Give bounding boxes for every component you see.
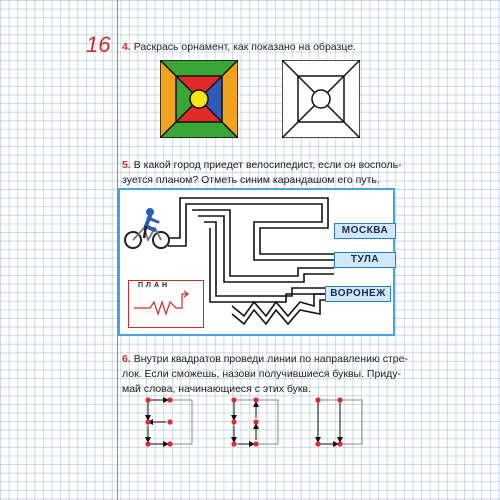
task-4-instruction: Раскрась орнамент, как показано на образце. — [133, 41, 356, 53]
square-3-arrows — [315, 397, 342, 446]
plan-title: ПЛАН — [138, 282, 171, 289]
task-6-instruction-line1: Внутри квадратов проведи линии по направлению стре- — [133, 353, 408, 365]
city-label-voronezh: ВОРОНЕЖ — [325, 286, 391, 302]
task-4-number: 4. — [122, 41, 131, 53]
square-1-arrows — [145, 397, 172, 446]
task-5-instruction-line1: В какой город приедет велосипедист, если он восполь- — [133, 159, 402, 171]
square-2-arrows — [231, 397, 258, 446]
page-number: 16 — [86, 32, 111, 57]
task-6-number: 6. — [122, 353, 131, 365]
task-6-instruction-line3: май слова, начинающиеся с этих букв. — [122, 383, 312, 395]
city-label-moscow: МОСКВА — [334, 223, 396, 239]
task-5-instruction-line2: зуется планом? Отметь синим карандашом его путь. — [122, 174, 380, 186]
task-6-instruction-line2: лок. Если сможешь, назови получившиеся буквы. Приду- — [122, 368, 402, 380]
task-5-number: 5. — [122, 159, 131, 171]
city-label-tula: ТУЛА — [334, 252, 396, 268]
